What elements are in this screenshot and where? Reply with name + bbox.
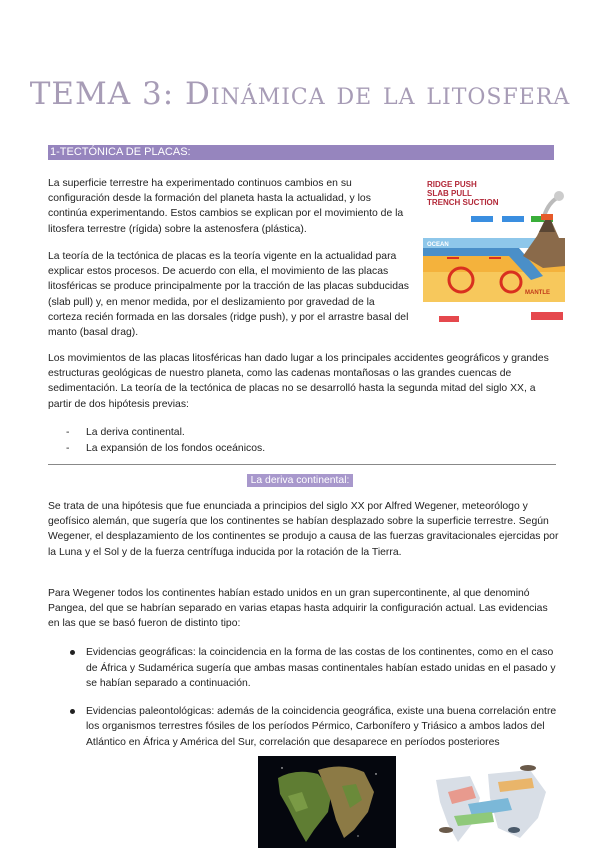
figure-label-ocean: OCEAN (427, 242, 449, 248)
paragraph-pangea: Para Wegener todos los continentes habían estado unidos en un gran supercontinente, al que denominó Pangea, del que se habrían separado en varias etapas hasta adquirir la configuración actual. Las evidencias en las que se basó fueron de distinto tipo: (48, 588, 548, 630)
list-item: Evidencias paleontológicas: además de la coincidencia geográfica, existe una buena correlación entre los organismos terrestres fósiles de los períodos Pérmico, Carbonífero y Triásico a ambos lados del Atlántico en África y América del Sur, correlación que desaparece en períodos posteriores (66, 704, 560, 751)
continent-fit-image (258, 756, 396, 848)
fossil-distribution-map (428, 758, 552, 848)
figure-label-mantle: MANTLE (525, 290, 550, 296)
figure-label-ridge-push: RIDGE PUSH (427, 180, 477, 189)
subheading: La deriva continental: (247, 474, 354, 487)
section-heading: 1-TECTÓNICA DE PLACAS: (48, 145, 554, 160)
hypotheses-list (66, 425, 265, 456)
divider (48, 464, 556, 465)
evidence-list (66, 645, 560, 762)
figure-label-trench-suction: TRENCH SUCTION (427, 198, 499, 207)
paragraph-wegener: Se trata de una hipótesis que fue enunciada a principios del siglo XX por Alfred Wegener, meteorólogo y geofísico alemán, que sugería que los continentes se habían desplazado sobre la superficie terrestre. Según Wegener, el desplazamiento de los continentes se produjo a causa de las fuerzas gravitacionales ejercidas por la Luna y el Sol y de la fuerza centrífuga inducida por la rotación de la Tierra. (48, 501, 559, 558)
paragraph-intro: La superficie terrestre ha experimentado continuos cambios en su configuración desde la formación del planeta hasta la actualidad, y los continúa experimentando. Estos cambios se explican por el movimiento de la litosfera terrestre (rígida) sobre la astenosfera (plástica). (48, 178, 404, 235)
list-item: - La expansión de los fondos oceánicos. (66, 441, 265, 457)
page-title: TEMA 3: Dinámica de la litosfera (29, 76, 571, 112)
paragraph-plate-tectonics: La teoría de la tectónica de placas es la teoría vigente en la actualidad para explicar estos procesos. De acuerdo con ella, el movimiento de las placas litosféricas se produce principalmente por la tracción de las placas subducidas (slab pull) y, en menor medida, por el deslizamiento por gravedad de la corteza recién formada en las dorsales (ridge push), y por el arrastre basal del manto (basal drag). (48, 251, 409, 339)
figure-label-slab-pull: SLAB PULL (427, 189, 472, 198)
list-item: Evidencias geográficas: la coincidencia en la forma de las costas de los continentes, como en el caso de África y Sudamérica sugería que ambas masas continentales habían estado unidas en el pasado y se habían separado a continuación. (66, 645, 560, 692)
paragraph-plate-movements: Los movimientos de las placas litosféricas han dado lugar a los principales accidentes geográficos y grandes estructuras geológicas de nuestro planeta, como las cadenas montañosas o las grandes cuencas de sedimentación. La teoría de la tectónica de placas no se desarrolló hasta la segunda mitad del siglo XX, a partir de dos hipótesis previas: (48, 353, 549, 410)
list-item: - La deriva continental. (66, 425, 265, 441)
tectonic-forces-diagram (419, 176, 569, 328)
